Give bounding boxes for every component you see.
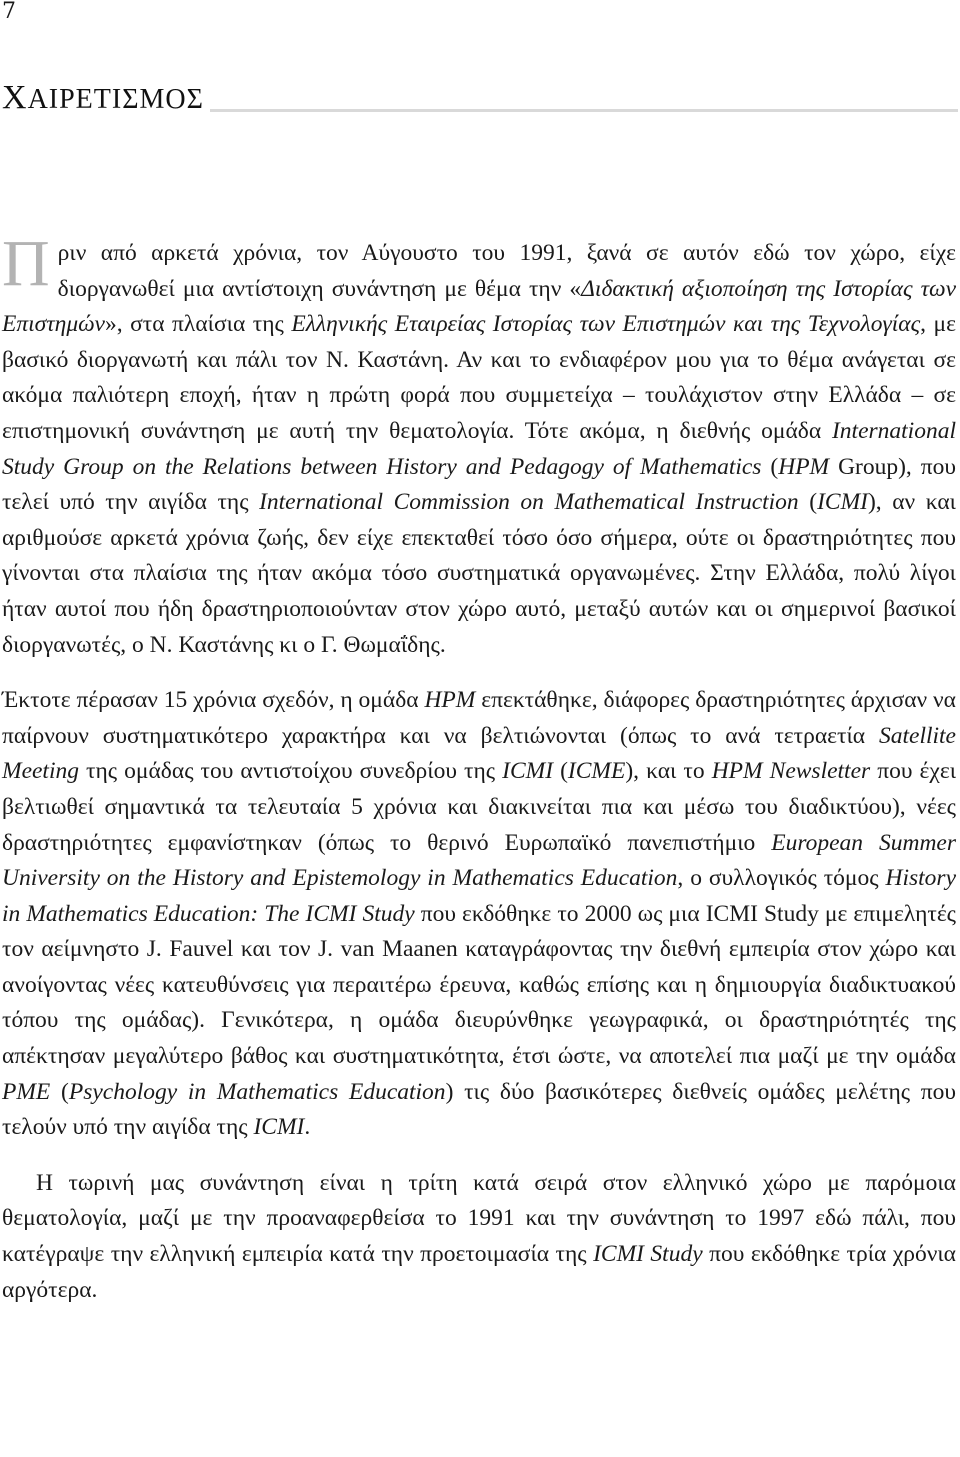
text-run: ριν από αρκετά χρόνια, τον Αύγουστο του 1991, ξανά σε αυτόν εδώ τον χώρο, είχε διοργανωθεί μια αντίστοιχη συνάντηση με θέμα την « bbox=[57, 240, 956, 302]
text-run: ), αν και αριθμούσε αρκετά χρόνια ζωής, δεν είχε επεκταθεί τόσο όσο σήμερα, ούτε οι δραστηριότητες που γίνονται στα πλαίσια της ήταν ακόμα τόσο συστηματικά οργανωμένες. Στην Ελλάδα, πολύ λίγοι ήταν αυτοί που ήδη δραστηριοποιούνταν στον χώρο αυτό, μεταξύ αυτών και οι σημερινοί βασικοί διοργανωτές, ο Ν. Καστάνης κι ο Γ. Θωμαΐδης. bbox=[2, 489, 957, 658]
drop-cap: Π bbox=[2, 227, 50, 300]
chapter-title bbox=[2, 78, 204, 120]
italic-run: HPM Newsletter bbox=[711, 758, 871, 785]
text-run: επεκτάθηκε, διάφορες δραστηριότητες άρχισαν να παίρνουν συστηματικότερο χαρακτήρα και να βελτιώνονται (όπως το ανά τετραετία bbox=[2, 687, 956, 749]
text-run: ), και το bbox=[625, 758, 712, 785]
italic-run: ICMI bbox=[253, 1114, 305, 1141]
text-run: ) τις δύο βασικότερες διεθνείς ομάδες μελέτης που τελούν υπό την αιγίδα της bbox=[2, 1078, 956, 1141]
text-run: Group), που τελεί υπό την αιγίδα της bbox=[2, 453, 956, 516]
italic-run: Psychology in Mathematics Education bbox=[68, 1078, 446, 1105]
italic-run: PME bbox=[2, 1078, 51, 1105]
text-run: . bbox=[304, 1114, 311, 1141]
page-number: 7 bbox=[2, 0, 16, 24]
paragraph-1 bbox=[2, 227, 957, 663]
paragraph-3 bbox=[2, 1166, 956, 1308]
italic-run: Διδακτική αξιοποίηση της Ιστορίας των Επιστημών bbox=[2, 275, 957, 338]
text-run: Έκτοτε πέρασαν 15 χρόνια σχεδόν, η ομάδα bbox=[2, 687, 425, 714]
title-first-letter: Χ bbox=[2, 79, 28, 116]
text-run: της ομάδας του αντιστοίχου συνεδρίου της bbox=[79, 758, 503, 785]
body-text bbox=[2, 227, 957, 1308]
text-run: », στα πλαίσια της bbox=[104, 311, 292, 338]
italic-run: European Summer University on the History and Epistemology in Mathematics Education bbox=[2, 829, 957, 892]
text-run: που έχει βελτιωθεί σημαντικά τα τελευταία 5 χρόνια και διακινείται πια και μέσω του διαδικτύου), νέες δραστηριότητες εμφανίστηκαν (όπως το θερινό Ευρωπαϊκό πανεπιστήμιο bbox=[2, 758, 957, 856]
text-run: Η τωρινή μας συνάντηση είναι η τρίτη κατά σειρά στον ελληνικό χώρο με παρόμοια θεματολογία, μαζί με την προαναφερθείσα το 1991 και την συνάντηση το 1997 εδώ πάλι, που κατέγραψε την ελληνική εμπειρία κατά την προετοιμασία της bbox=[2, 1169, 956, 1268]
text-run: που εκδόθηκε το 2000 ως μια ICMI Study με επιμελητές τον αείμνηστο J. Fauvel και τον J. van Maanen καταγράφοντας την διεθνή εμπειρία στον χώρο και ανοίγοντας νέες κατευθύνσεις για περαιτέρω έρευνα, καθώς επίσης και η δημιουργία διαδικτυακού τόπου της ομάδας). Γενικότερα, η ομάδα διευρύνθηκε γεωγραφικά, οι δραστηριότητές της απέκτησαν μεγαλύτερο βάθος και συστηματικότητα, έτσι ώστε, να αποτελεί πια μαζί με την ομάδα bbox=[2, 900, 956, 1070]
title-rest: ΑΙΡΕΤΙΣΜΟΣ bbox=[27, 84, 204, 115]
italic-run: ICMI Study bbox=[593, 1241, 703, 1268]
italic-run: ICMI bbox=[817, 489, 868, 516]
italic-run: ICMI bbox=[502, 758, 554, 785]
italic-run: International Commission on Mathematical Instruction bbox=[259, 489, 799, 516]
text-run: ( bbox=[50, 1078, 69, 1105]
italic-run: Ελληνικής Εταιρείας Ιστορίας των Επιστημών και της Τεχνολογίας bbox=[291, 311, 921, 338]
italic-run: History in Mathematics Education: The ICMI Study bbox=[2, 865, 956, 927]
italic-run: International Study Group on the Relations between History and Pedagogy of Mathematics bbox=[2, 417, 956, 480]
italic-run: ICME bbox=[567, 758, 626, 785]
chapter-heading bbox=[2, 78, 958, 120]
text-run: ( bbox=[553, 758, 568, 785]
title-rule bbox=[210, 109, 958, 112]
text-run: ( bbox=[761, 453, 779, 480]
text-run: που εκδόθηκε τρία χρόνια αργότερα. bbox=[2, 1241, 956, 1303]
italic-run: Satellite Meeting bbox=[2, 722, 956, 785]
text-run: , με βασικό διοργανωτή και πάλι τον Ν. Καστάνη. Αν και το ενδιαφέρον μου για το θέμα ανάγεται σε ακόμα παλιότερη εποχή, ήταν η πρώτη φορά που συμμετείχα – τουλάχιστον στην Ελλάδα – σε επιστημονική συνάντηση με αυτή την θεματολογία. Τότε ακόμα, η διεθνής ομάδα bbox=[2, 311, 956, 444]
italic-run: HPM bbox=[778, 453, 830, 480]
text-run: ( bbox=[798, 489, 818, 516]
italic-run: HPM bbox=[424, 687, 476, 714]
text-run: , ο συλλογικός τόμος bbox=[677, 865, 886, 892]
paragraph-2 bbox=[2, 683, 956, 1146]
